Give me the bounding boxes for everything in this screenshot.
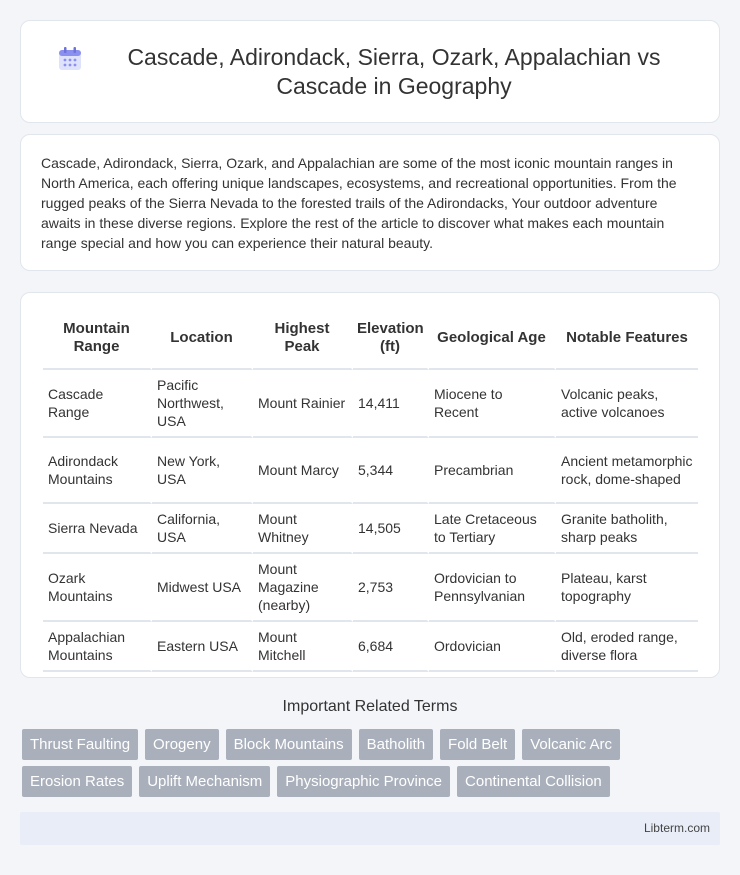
comparison-table: [43, 307, 698, 672]
tag-fold-belt[interactable]: Fold Belt: [440, 729, 515, 760]
cell-elevation: 5,344: [353, 438, 429, 504]
cell-location: Eastern USA: [152, 622, 253, 672]
tag-uplift-mechanism[interactable]: Uplift Mechanism: [139, 766, 270, 797]
cell-location: New York, USA: [152, 438, 253, 504]
table-row: [43, 622, 698, 672]
intro-card: [20, 134, 720, 271]
tag-thrust-faulting[interactable]: Thrust Faulting: [22, 729, 138, 760]
tag-volcanic-arc[interactable]: Volcanic Arc: [522, 729, 620, 760]
cell-notable-features: Granite batholith, sharp peaks: [556, 504, 698, 554]
cell-location: Midwest USA: [152, 554, 253, 622]
cell-geological-age: Late Cretaceous to Tertiary: [429, 504, 556, 554]
cell-notable-features: Old, eroded range, diverse flora: [556, 622, 698, 672]
cell-mountain-range: Sierra Nevada: [43, 504, 152, 554]
footer: [20, 812, 720, 845]
cell-location: California, USA: [152, 504, 253, 554]
cell-geological-age: Ordovician to Pennsylvanian: [429, 554, 556, 622]
table-row: [43, 554, 698, 622]
tag-orogeny[interactable]: Orogeny: [145, 729, 219, 760]
cell-highest-peak: Mount Mitchell: [253, 622, 353, 672]
tag-erosion-rates[interactable]: Erosion Rates: [22, 766, 132, 797]
cell-highest-peak: Mount Marcy: [253, 438, 353, 504]
table-row: [43, 370, 698, 438]
cell-location: Pacific Northwest, USA: [152, 370, 253, 438]
header-card: [20, 20, 720, 123]
tag-physiographic-province[interactable]: Physiographic Province: [277, 766, 450, 797]
header-notable-features: Notable Features: [556, 307, 698, 370]
intro-paragraph: Cascade, Adirondack, Sierra, Ozark, and Appalachian are some of the most iconic mountain ranges in North America, each offering unique landscapes, ecosystems, and recreational opportunities. From the rugged peaks of the Sierra Nevada to the forested trails of the Adirondacks, Your outdoor adventure awaits in these diverse regions. Explore the rest of the article to discover what makes each mountain range special and how you can experience their natural beauty.: [41, 155, 677, 251]
cell-elevation: 14,505: [353, 504, 429, 554]
header-mountain-range: Mountain Range: [43, 307, 152, 370]
tag-continental-collision[interactable]: Continental Collision: [457, 766, 610, 797]
table-row: [43, 438, 698, 504]
cell-geological-age: Miocene to Recent: [429, 370, 556, 438]
comparison-table-card: [20, 292, 720, 678]
header-geological-age: Geological Age: [429, 307, 556, 370]
cell-mountain-range: Appalachian Mountains: [43, 622, 152, 672]
cell-mountain-range: Adirondack Mountains: [43, 438, 152, 504]
cell-elevation: 14,411: [353, 370, 429, 438]
tag-block-mountains[interactable]: Block Mountains: [226, 729, 352, 760]
calendar-icon: [56, 45, 84, 73]
cell-highest-peak: Mount Whitney: [253, 504, 353, 554]
cell-highest-peak: Mount Rainier: [253, 370, 353, 438]
header-highest-peak: Highest Peak: [253, 307, 353, 370]
cell-notable-features: Volcanic peaks, active volcanoes: [556, 370, 698, 438]
header-elevation: Elevation (ft): [353, 307, 429, 370]
cell-mountain-range: Ozark Mountains: [43, 554, 152, 622]
cell-notable-features: Plateau, karst topography: [556, 554, 698, 622]
cell-elevation: 6,684: [353, 622, 429, 672]
header-location: Location: [152, 307, 253, 370]
tag-batholith[interactable]: Batholith: [359, 729, 433, 760]
cell-elevation: 2,753: [353, 554, 429, 622]
table-header-row: [43, 307, 698, 370]
cell-notable-features: Ancient metamorphic rock, dome-shaped: [556, 438, 698, 504]
related-terms-title: Important Related Terms: [282, 698, 458, 715]
cell-mountain-range: Cascade Range: [43, 370, 152, 438]
cell-highest-peak: Mount Magazine (nearby): [253, 554, 353, 622]
table-row: [43, 504, 698, 554]
related-terms-list: [22, 729, 722, 803]
cell-geological-age: Ordovician: [429, 622, 556, 672]
title-wrap: [56, 43, 684, 101]
page-title: Cascade, Adirondack, Sierra, Ozark, Appalachian vs Cascade in Geography: [127, 43, 661, 99]
cell-geological-age: Precambrian: [429, 438, 556, 504]
footer-site-link[interactable]: Libterm.com: [643, 821, 710, 835]
